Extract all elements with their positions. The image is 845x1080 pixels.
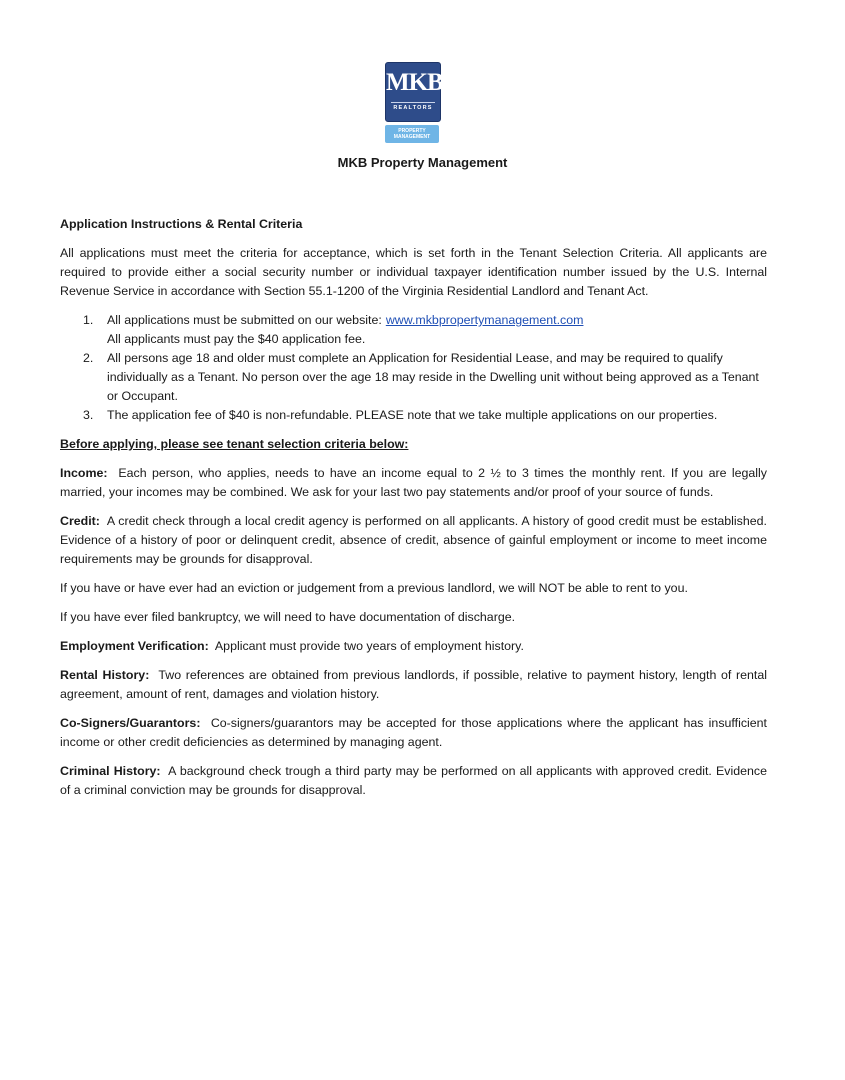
logo-subbadge <box>385 125 439 143</box>
credit-label: Credit: <box>60 514 100 528</box>
list-item <box>60 349 767 406</box>
document-body <box>60 215 767 810</box>
instruction-list <box>60 311 767 425</box>
step-text: All persons age 18 and older must complete an Application for Residential Lease, and may be required to qualify individually as a Tenant. No person over the age 18 may reside in the Dwelling unit without being approved as a Tenant or Occupant. <box>107 351 759 403</box>
bankruptcy-paragraph: If you have ever filed bankruptcy, we will need to have documentation of discharge. <box>60 610 516 624</box>
company-name: MKB Property Management <box>337 155 508 170</box>
logo-badge <box>385 62 441 122</box>
rental-history-text: Two references are obtained from previous landlords, if possible, relative to payment history, length of rental agreement, amount of rent, damages and violation history. <box>60 668 767 701</box>
step-text-line2: All applicants must pay the $40 application fee. <box>107 332 366 346</box>
logo-sub-line1: PROPERTY <box>398 128 426 134</box>
cosigners-paragraph <box>60 714 767 752</box>
credit-text: A credit check through a local credit agency is performed on all applicants. A history of good credit must be established. Evidence of a history of poor or delinquent credit, absence of credit, absence of gainful employment or income to meet income requirements may be grounds for disapproval. <box>60 514 767 566</box>
list-number: 2. <box>83 351 94 365</box>
criteria-heading: Before applying, please see tenant selection criteria below: <box>60 437 409 451</box>
step-text: All applications must be submitted on our website: <box>107 313 382 327</box>
income-label: Income: <box>60 466 108 480</box>
credit-paragraph <box>60 512 767 569</box>
logo-brand: MKB <box>386 69 443 96</box>
mkb-logo <box>385 62 441 143</box>
employment-text: Applicant must provide two years of employment history. <box>214 639 524 653</box>
criminal-paragraph <box>60 762 767 800</box>
rental-history-paragraph <box>60 666 767 704</box>
income-paragraph <box>60 464 767 502</box>
rental-history-label: Rental History: <box>60 668 150 682</box>
criminal-label: Criminal History: <box>60 764 161 778</box>
cosigners-text: Co-signers/guarantors may be accepted for those applications where the applicant has insufficient income or other credit deficiencies as determined by managing agent. <box>60 716 767 749</box>
intro-paragraph: All applications must meet the criteria for acceptance, which is set forth in the Tenant Selection Criteria. All applicants are required to provide either a social security number or individual taxpayer identification number issued by the U.S. Internal Revenue Service in accordance with Section 55.1-1200 of the Virginia Residential Landlord and Tenant Act. <box>60 246 767 298</box>
employment-label: Employment Verification: <box>60 639 209 653</box>
list-number: 1. <box>83 313 94 327</box>
eviction-paragraph: If you have or have ever had an eviction or judgement from a previous landlord, we will NOT be able to rent to you. <box>60 581 688 595</box>
cosigners-label: Co-Signers/Guarantors: <box>60 716 201 730</box>
logo-realtors: REALTORS <box>393 105 433 111</box>
list-item <box>60 311 767 349</box>
list-item <box>60 406 767 425</box>
income-text: Each person, who applies, needs to have an income equal to 2 ½ to 3 times the monthly rent. If you are legally married, your incomes may be combined. We ask for your last two pay statements and/or proof of your source of funds. <box>60 466 768 499</box>
list-number: 3. <box>83 408 94 422</box>
section-heading: Application Instructions & Rental Criteria <box>60 217 303 231</box>
logo-divider <box>391 102 435 103</box>
website-link[interactable]: www.mkbpropertymanagement.com <box>385 313 584 327</box>
step-text: The application fee of $40 is non-refundable. PLEASE note that we take multiple applications on our properties. <box>107 408 718 422</box>
employment-paragraph <box>60 637 767 656</box>
criminal-text: A background check trough a third party may be performed on all applicants with approved credit. Evidence of a criminal conviction may be grounds for disapproval. <box>60 764 767 797</box>
logo-sub-line2: MANAGEMENT <box>393 134 431 140</box>
